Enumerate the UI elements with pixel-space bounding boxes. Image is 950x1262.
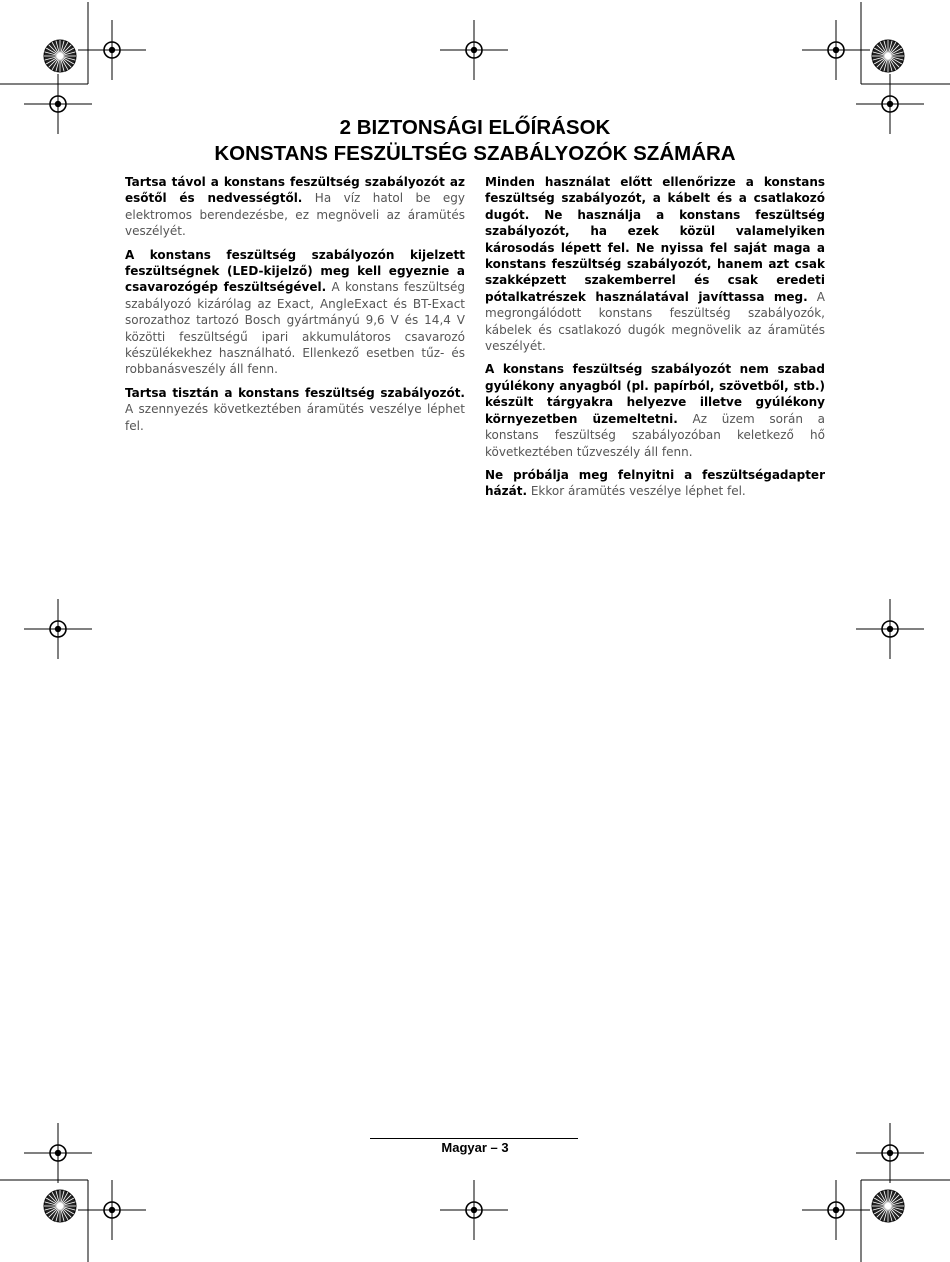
crosshair-icon — [856, 599, 924, 659]
paragraph-text: A megrongálódott konstans feszültség szabályozók, kábelek és csatlakozó dugók megnövelik az áramütés veszélyét. — [485, 289, 825, 354]
footer-divider — [370, 1138, 578, 1139]
safety-paragraph — [485, 467, 825, 500]
paragraph-text: Az üzem során a konstans feszültség szabályozóban keletkező hő következtében tűzveszély áll fenn. — [485, 411, 825, 459]
paragraph-text: Ha víz hatol be egy elektromos berendezésbe, ez megnöveli az áramütés veszélyét. — [125, 191, 466, 239]
crosshair-icon — [802, 20, 870, 80]
registration-star-icon — [44, 1190, 76, 1222]
registration-star-icon — [872, 1190, 904, 1222]
safety-paragraph — [125, 385, 465, 434]
crosshair-icon — [856, 1123, 924, 1183]
paragraph-text: A konstans feszültség szabályozó kizárólag az Exact, AngleExact és BT-Exact sorozathoz tartozó Bosch gyártmányú 9,6 V és 14,4 V közötti feszültségű ipari akkumulátoros csavarozó készülékekhez használható. Ellenkező esetben tűz- és robbanásveszély áll fenn. — [125, 280, 466, 377]
title-line-1: 2 BIZTONSÁGI ELŐÍRÁSOK — [339, 116, 611, 139]
paragraph-text: Ekkor áramütés veszélye léphet fel. — [527, 484, 746, 499]
right-column — [485, 174, 825, 507]
crosshair-icon — [440, 1180, 508, 1240]
crosshair-icon — [802, 1180, 870, 1240]
paragraph-text: A szennyezés következtében áramütés veszélye léphet fel. — [125, 402, 465, 433]
paragraph-bold: Ne próbálja meg felnyitni a feszültségadapter házát. — [485, 467, 825, 499]
paragraph-bold: Tartsa távol a konstans feszültség szabályozót az esőtől és nedvességtől. — [125, 175, 465, 206]
registration-star-icon — [44, 40, 76, 72]
paragraph-bold: Minden használat előtt ellenőrizze a konstans feszültség szabályozót, a kábelt és a csatlakozó dugót. Ne használja a konstans feszültség szabályozót, ha ezek közül valamelyiken károsodás lépett fel. Ne nyissa fel saját maga a konstans feszültség szabályozót, hanem azt csak szakképzett szakemberrel és csak eredeti pótalkatrészek használatával javíttassa meg. — [485, 175, 825, 304]
paragraph-bold: Tartsa tisztán a konstans feszültség szabályozót. — [125, 385, 465, 400]
safety-paragraph — [125, 247, 465, 378]
safety-paragraph — [485, 361, 825, 459]
left-column — [125, 174, 465, 441]
title-line-2: KONSTANS FESZÜLTSÉG SZABÁLYOZÓK SZÁMÁRA — [214, 142, 736, 165]
page-number: Magyar – 3 — [441, 1140, 509, 1155]
crosshair-icon — [24, 1123, 92, 1183]
crosshair-icon — [440, 20, 508, 80]
paragraph-bold: A konstans feszültség szabályozón kijelzett feszültségnek (LED-kijelző) meg kell egyeznie a csavarozógép feszültségével. — [125, 247, 465, 295]
page-title — [0, 115, 950, 167]
paragraph-bold: A konstans feszültség szabályozót nem szabad gyúlékony anyagból (pl. papírból, szövetből, stb.) készült tárgyakra helyezve illetve gyúlékony környezetben üzemeltetni. — [485, 362, 825, 426]
safety-paragraph — [125, 174, 465, 240]
registration-star-icon — [872, 40, 904, 72]
crosshair-icon — [24, 599, 92, 659]
safety-paragraph — [485, 174, 825, 354]
